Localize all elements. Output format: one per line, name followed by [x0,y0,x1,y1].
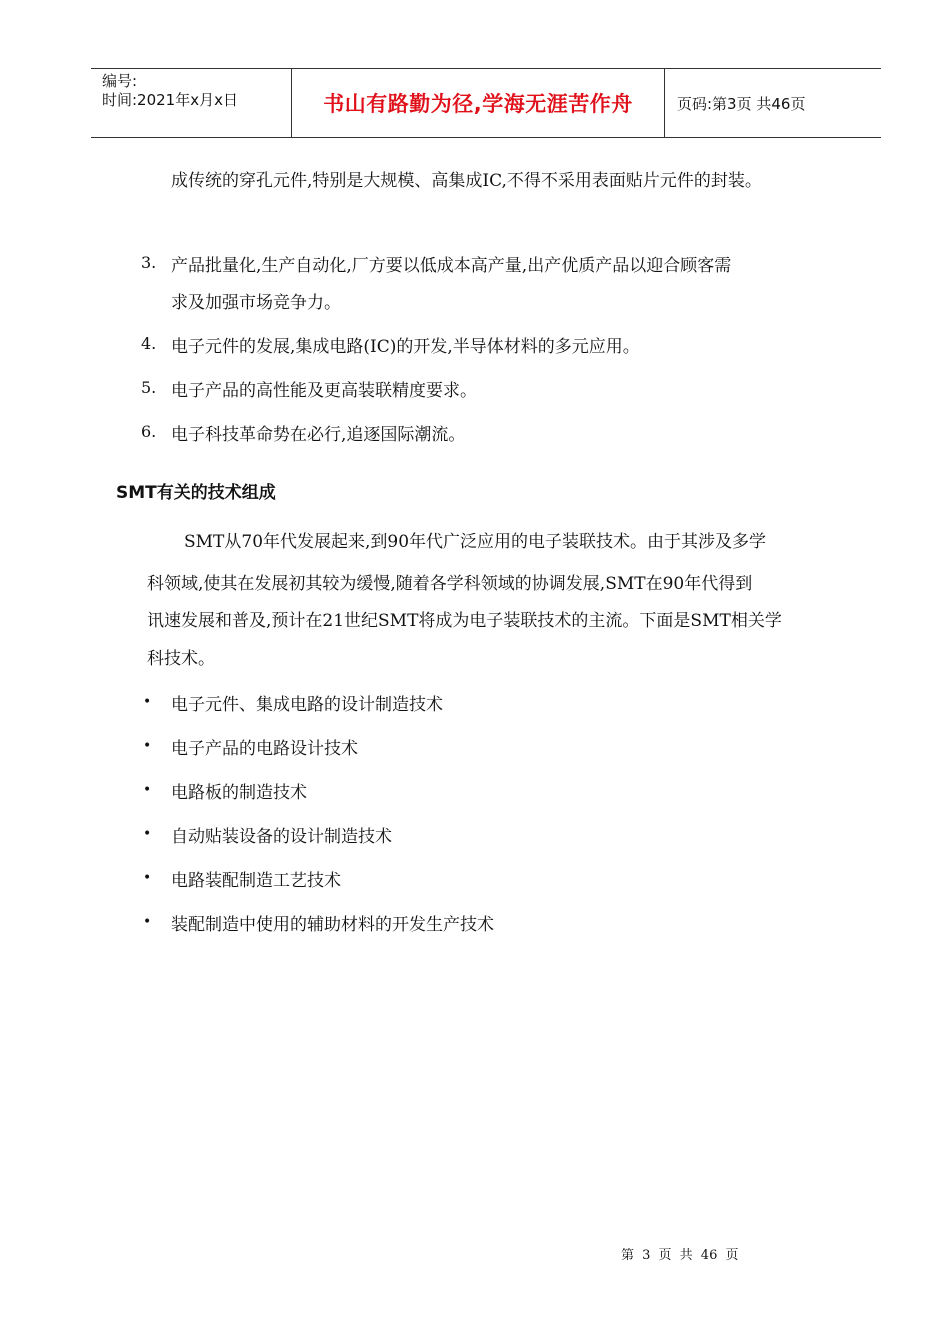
bullet-item: 电子元件、集成电路的设计制造技术 [171,695,443,715]
bullet-dot-icon: • [143,870,152,886]
bullet-dot-icon: • [143,694,152,710]
paragraph-line: 讯速发展和普及,预计在21世纪SMT将成为电子装联技术的主流。下面是SMT相关学 [147,611,782,631]
continuation-text: 成传统的穿孔元件,特别是大规模、高集成IC,不得不采用表面贴片元件的封装。 [171,171,762,191]
bullet-item: 自动贴装设备的设计制造技术 [171,827,392,847]
list-number: 6. [141,422,157,441]
page-info-text: 页码:第3页 共46页 [677,94,806,113]
bullet-item: 电子产品的电路设计技术 [171,739,358,759]
list-item-text: 产品批量化,生产自动化,厂方要以低成本高产量,出产优质产品以迎合顾客需 [171,256,732,276]
page-footer: 第 3 页 共 46 页 [621,1248,739,1263]
paragraph-line: SMT从70年代发展起来,到90年代广泛应用的电子装联技术。由于其涉及多学 [184,532,767,552]
list-item-text: 电子元件的发展,集成电路(IC)的开发,半导体材料的多元应用。 [171,337,640,357]
bullet-dot-icon: • [143,782,152,798]
section-heading: SMT有关的技术组成 [116,483,276,503]
bullet-item: 装配制造中使用的辅助材料的开发生产技术 [171,915,494,935]
motto-text: 书山有路勤为径,学海无涯苦作舟 [323,92,633,116]
bullet-item: 电路板的制造技术 [171,783,307,803]
list-item-text-continued: 求及加强市场竞争力。 [171,293,341,313]
motto-cell [292,69,665,137]
paragraph-line: 科领域,使其在发展初其较为缓慢,随着各学科领域的协调发展,SMT在90年代得到 [147,574,753,594]
list-number: 4. [141,334,157,353]
doc-number-label: 编号: [102,72,138,90]
header-meta-cell [91,69,292,137]
date-label: 时间:2021年x月x日 [102,91,238,109]
page-header [91,68,881,138]
bullet-dot-icon: • [143,738,152,754]
list-item-text: 电子产品的高性能及更高装联精度要求。 [171,381,477,401]
list-number: 5. [141,378,157,397]
bullet-dot-icon: • [143,826,152,842]
bullet-dot-icon: • [143,914,152,930]
paragraph-line: 科技术。 [147,649,215,669]
list-item-text: 电子科技革命势在必行,追逐国际潮流。 [171,425,466,445]
page-info-cell [677,69,805,137]
bullet-item: 电路装配制造工艺技术 [171,871,341,891]
list-number: 3. [141,253,157,272]
